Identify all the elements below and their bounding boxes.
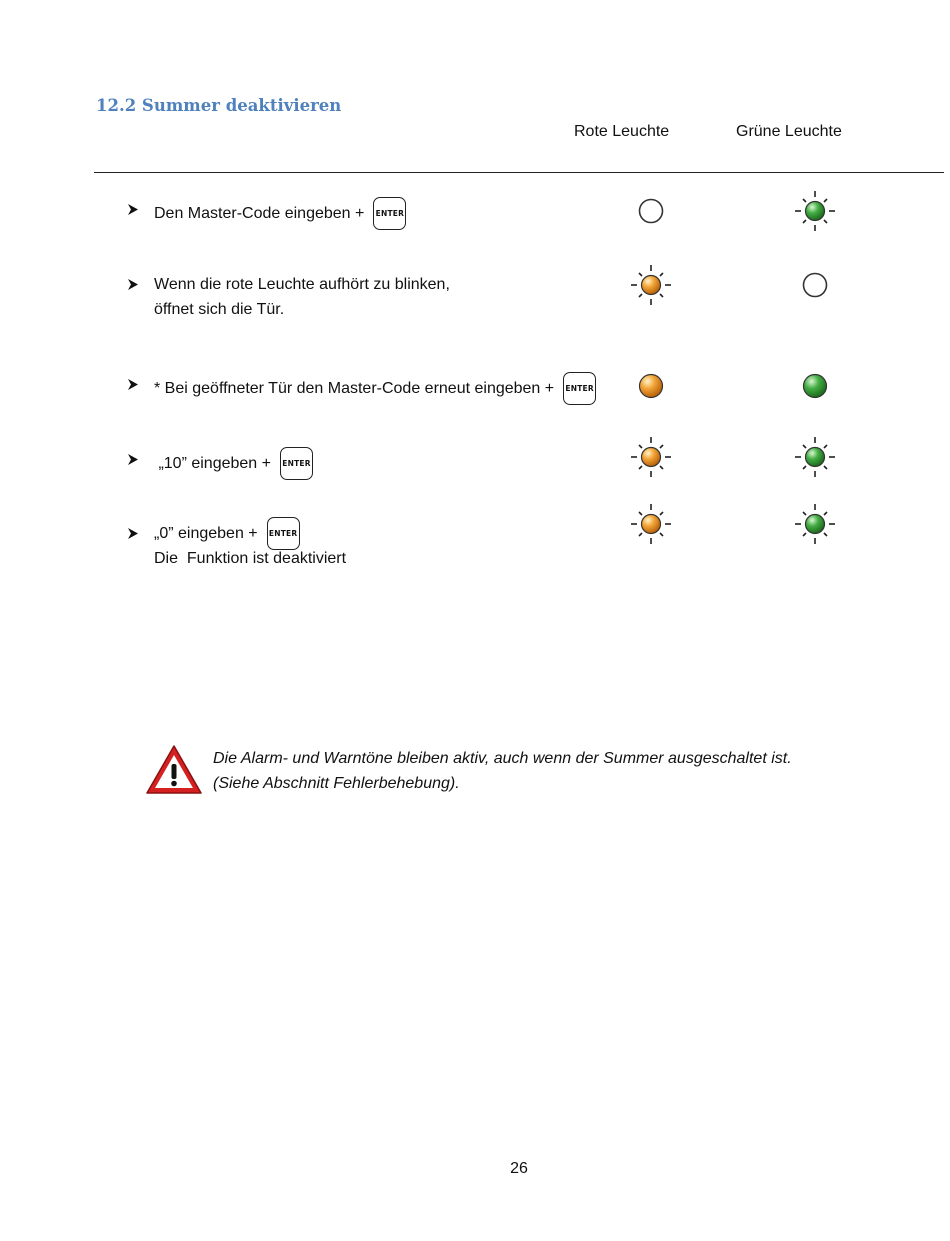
step-text-line-2: öffnet sich die Tür. — [154, 301, 285, 318]
warning-note — [213, 746, 792, 796]
page-number: 26 — [510, 1160, 528, 1177]
warning-line-2: (Siehe Abschnitt Fehlerbehebung). — [213, 775, 460, 792]
arrowhead-bullet-icon — [127, 521, 139, 546]
green-light-blinking-icon — [793, 502, 837, 546]
header-divider — [94, 172, 944, 173]
red-light-off-icon — [629, 189, 673, 233]
arrowhead-bullet-icon — [127, 447, 139, 472]
enter-key-icon: ENTER — [267, 517, 300, 550]
green-light-off-icon — [793, 263, 837, 307]
red-light-blinking-icon — [629, 435, 673, 479]
warning-line-1: Die Alarm- und Warntöne bleiben aktiv, auch wenn der Summer ausgeschaltet ist. — [213, 750, 792, 767]
red-light-blinking-icon — [629, 263, 673, 307]
red-light-blinking-icon — [629, 502, 673, 546]
step-text: „0” eingeben + — [154, 525, 258, 542]
green-light-blinking-icon — [793, 435, 837, 479]
arrowhead-bullet-icon — [127, 272, 139, 297]
step-text: * Bei geöffneter Tür den Master-Code erneut eingeben + — [154, 380, 555, 397]
warning-triangle-icon — [145, 744, 203, 796]
arrowhead-bullet-icon — [127, 197, 139, 222]
step-text-line-2: Die Funktion ist deaktiviert — [154, 550, 347, 567]
step-text: „10” eingeben + — [154, 455, 271, 472]
green-light-on-icon — [793, 364, 837, 408]
red-light-on-icon — [629, 364, 673, 408]
section-heading: 12.2 Summer deaktivieren — [96, 96, 342, 115]
column-header-red-light: Rote Leuchte — [574, 123, 670, 140]
column-header-green-light: Grüne Leuchte — [736, 123, 842, 140]
step-text: Wenn die rote Leuchte aufhört zu blinken, — [154, 276, 450, 293]
enter-key-icon: ENTER — [280, 447, 313, 480]
step-text: Den Master-Code eingeben + — [154, 205, 365, 222]
green-light-blinking-icon — [793, 189, 837, 233]
enter-key-icon: ENTER — [563, 372, 596, 405]
enter-key-icon: ENTER — [373, 197, 406, 230]
arrowhead-bullet-icon — [127, 372, 139, 397]
